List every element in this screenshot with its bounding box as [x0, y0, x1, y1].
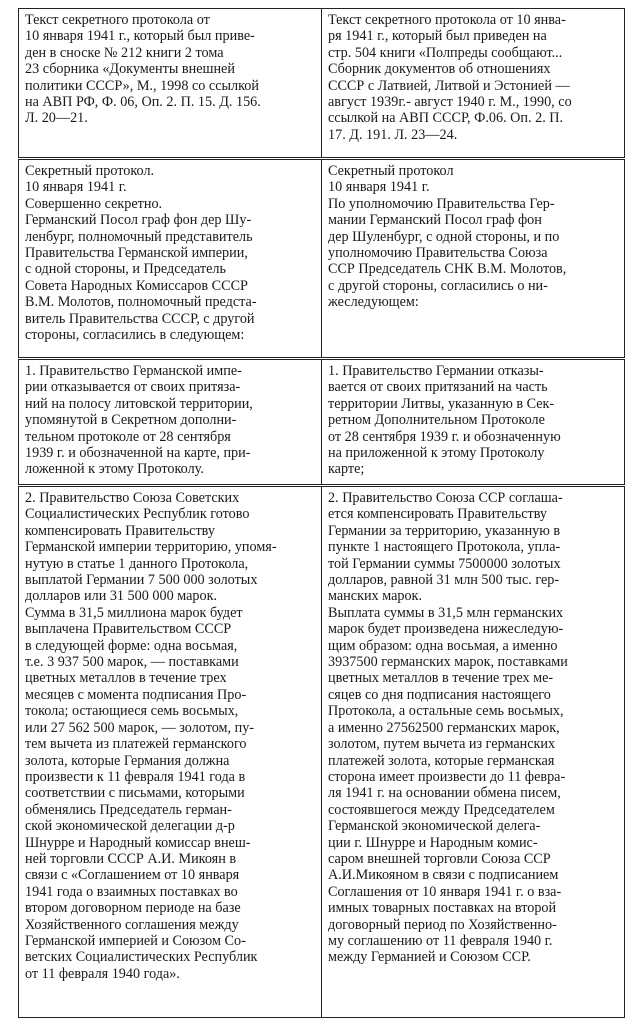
article2-left-text: 2. Правительство Союза Советских Социалистических Республик готово компенсировать Правительству Германской империи территорию, упомя- нутую в статье 1 данного Протокола, выплатой Германии 7 500 000 золотых долларов или 31 500 000 марок. Сумма в 31,5 миллиона марок будет выплачена Правительством СССР в следующей форме: одна восьмая, т.е. 3 937 500 марок, — поставками цветных металлов в течение трех месяцев с момента подписания Про- токола; остающиеся семь восьмых, или 27 562 500 марок, — золотом, пу- тем вычета из платежей германского золота, которые Германия должна произвести к 11 февраля 1941 года в соответствии с письмами, которыми обменялись Председатель герман- ской экономической делегации д-р Шнурре и Народный комиссар внеш- ней торговли СССР А.И. Микоян в связи с «Соглашением от 10 января 1941 года о взаимных поставках во втором договорном периоде на базе Хозяйственного соглашения между Германской империей и Союзом Со- ветских Социалистических Республик от 11 февраля 1940 года». — [25, 490, 277, 982]
preamble-left-text: Секретный протокол. 10 января 1941 г. Совершенно секретно. Германский Посол граф фон дер Шу- ленбург, полномочный представитель Правительства Германской империи, с одной стороны, и Председатель Совета Народных Комиссаров СССР В.М. Молотов, полномочный предста- витель Правительства СССР, с другой стороны, согласились в следующем: — [25, 163, 257, 344]
article1-left-text: 1. Правительство Германской импе- рии отказывается от своих притяза- ний на полосу литовской территории, упомянутой в Секретном дополни- тельном протоколе от 28 сентября 1939 г. и обозначенной на карте, при- ложенной к этому Протоколу. — [25, 363, 253, 478]
preamble-right-text: Секретный протокол 10 января 1941 г. По уполномочию Правительства Гер- мании Германский Посол граф фон дер Шуленбург, с одной стороны, и по уполномочию Правительства Союза ССР Председатель СНК В.М. Молотов, с другой стороны, согласились о ни- жеследующем: — [328, 163, 567, 311]
article1-right-text: 1. Правительство Германии отказы- вается от своих притязаний на часть территории Литвы, указанную в Сек- ретном Дополнительном Протоколе от 28 сентября 1939 г. и обозначенную на приложенной к этому Протоколу карте; — [328, 363, 561, 478]
article1-left-cell — [19, 359, 322, 486]
article2-right-cell — [322, 486, 625, 1018]
article1-right-cell — [322, 359, 625, 486]
article2-right-text: 2. Правительство Союза ССР соглаша- ется компенсировать Правительству Германии за территорию, указанную в пункте 1 настоящего Протокола, упла- той Германии суммы 7500000 золотых долларов, равной 31 млн 500 тыс. гер- манских марок. Выплата суммы в 31,5 млн германских марок будет произведена нижеследую- щим образом: одна восьмая, а именно 3937500 германских марок, поставками цветных металлов в течение трех ме- сяцев со дня подписания настоящего Протокола, а остальные семь восьмых, а именно 27562500 германских марок, золотом, путем вычета из германских платежей золота, которые германская сторона имеет произвести до 11 февра- ля 1941 г. на основании обмена писем, состоявшегося между Председателем Германской экономической делега- ции г. Шнурре и Народным комис- саром внешней торговли Союза ССР А.И.Микояном в связи с подписанием Соглашения от 10 января 1941 г. о вза- имных товарных поставках на второй договорный период по Хозяйственно- му соглашению от 11 февраля 1940 г. между Германией и Союзом ССР. — [328, 490, 568, 966]
source-left-cell — [19, 9, 322, 159]
table-row-preamble — [19, 159, 625, 359]
table-row-sources — [19, 9, 625, 159]
source-right-cell — [322, 9, 625, 159]
preamble-left-cell — [19, 159, 322, 359]
comparison-table — [18, 8, 625, 1018]
source-left-text: Текст секретного протокола от 10 января 1941 г., который был приве- ден в сноске № 212 книги 2 тома 23 сборника «Документы внешней политики СССР», М., 1998 со ссылкой на АВП РФ, Ф. 06, Оп. 2. П. 15. Д. 156. Л. 20—21. — [25, 12, 261, 127]
table-row-article-1 — [19, 359, 625, 486]
table-row-article-2 — [19, 486, 625, 1018]
preamble-right-cell — [322, 159, 625, 359]
article2-left-cell — [19, 486, 322, 1018]
source-right-text: Текст секретного протокола от 10 янва- ря 1941 г., который был приведен на стр. 504 книги «Полпреды сообщают... Сборник документов об отношениях СССР с Латвией, Литвой и Эстонией — август 1939г.- август 1940 г. М., 1990, со ссылкой на АВП СССР, Ф.06. Оп. 2. П. 17. Д. 191. Л. 23—24. — [328, 12, 572, 143]
